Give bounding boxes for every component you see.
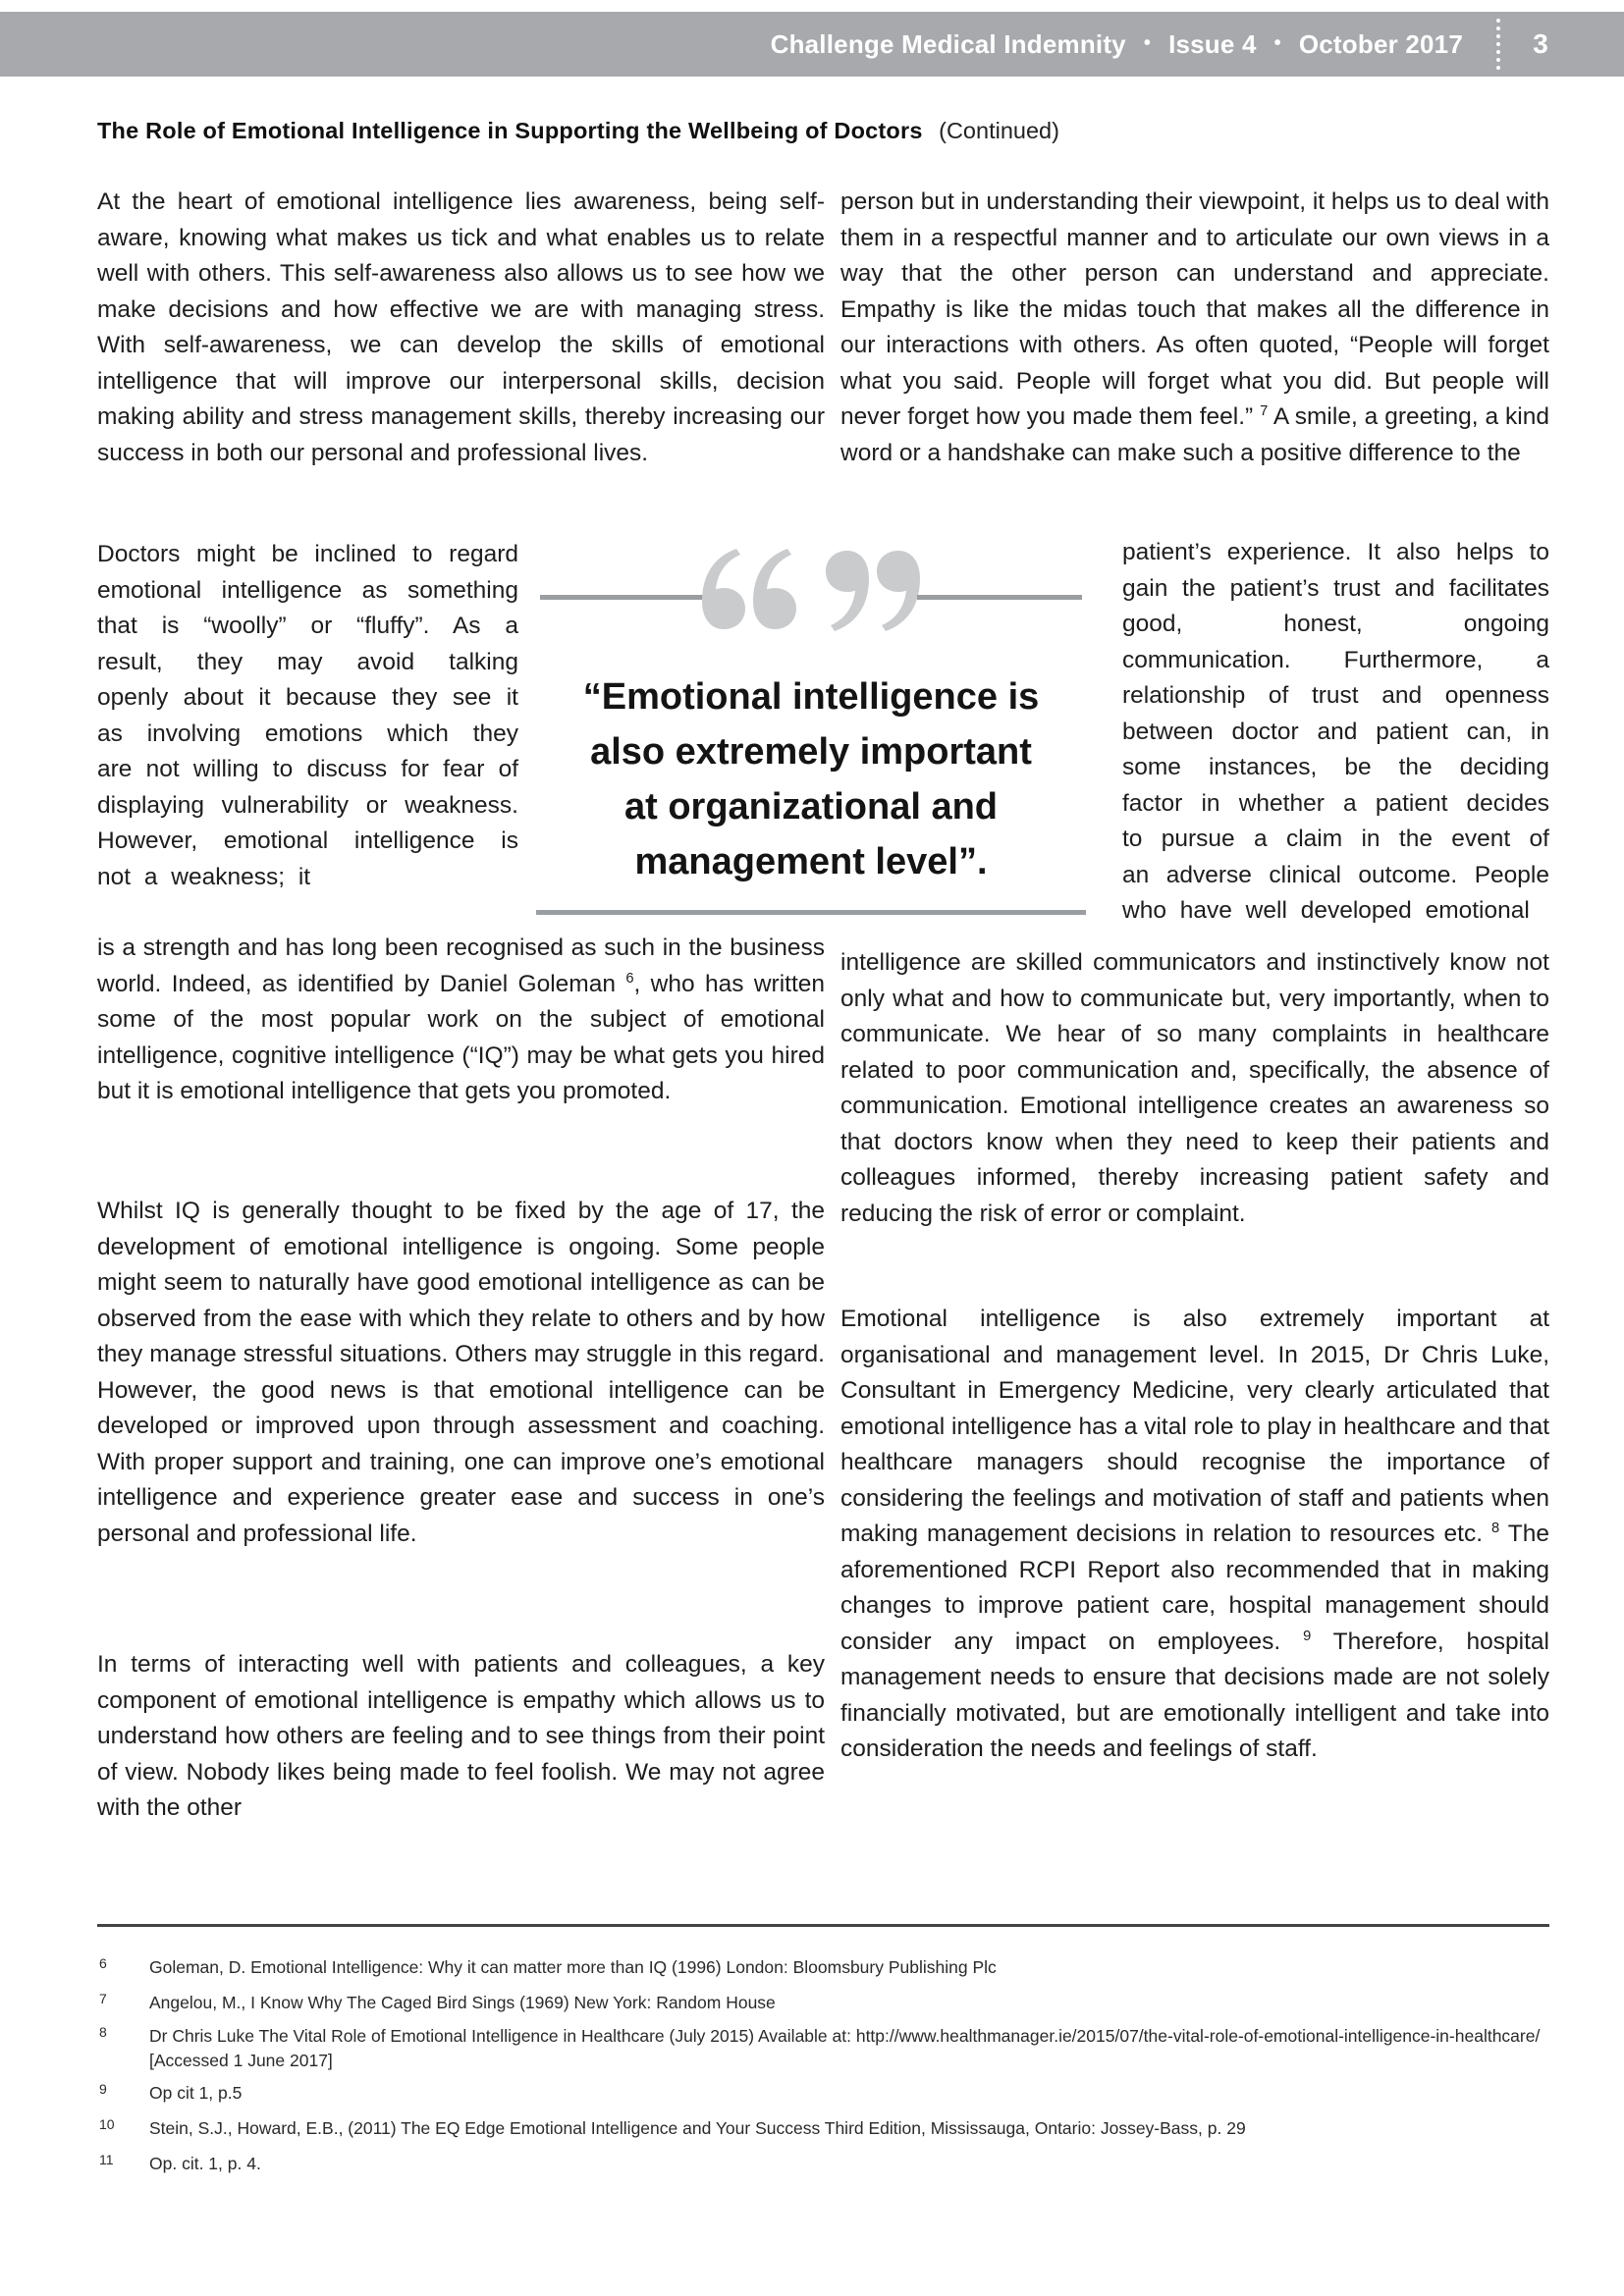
footnote-text: Goleman, D. Emotional Intelligence: Why it can matter more than IQ (1996) London: Bloomsbury Publishing Plc	[149, 1957, 997, 1977]
footnote-ref-6: 6	[625, 970, 634, 987]
footnote-ref-9: 9	[1303, 1628, 1312, 1644]
issue-date: October 2017	[1298, 28, 1463, 59]
pull-quote-line: at organizational and	[623, 786, 999, 828]
header-meta	[771, 12, 1463, 77]
footnote-number: 10	[99, 2116, 115, 2132]
footnote-8	[97, 2024, 1550, 2073]
right-column-paragraph-1-narrow: patient’s experience. It also helps to gain the patient’s trust and facilitates good, honest, ongoing communication. Furthermore, a relationship of trust and openness between doctor and patient can, in some instances, be the deciding factor in whether a patient decides to pursue a claim in the event of an adverse clinical outcome. People who have well developed emotional	[1122, 539, 1549, 924]
bullet-separator-icon: •	[1143, 31, 1152, 54]
footnote-11	[97, 2152, 1550, 2176]
left-column-paragraph-2-narrow: Doctors might be inclined to regard emotional intelligence as something that is “woolly” or “fluffy”. As a result, they may avoid talking openly about it because they see it as involving emotions which they are not willing to discuss for fear of displaying vulnerability or weakness. However, emotional intelligence is not a weakness; it	[97, 541, 518, 890]
footnote-text: Dr Chris Luke The Vital Role of Emotional Intelligence in Healthcare (July 2015) Available at: http://www.healthmanager.ie/2015/07/the-vital-role-of-emotional-intelligence-in-healthcare/ [Accessed 1 June 2017]	[149, 2026, 1541, 2070]
paragraph-text: Therefore, hospital management needs to ensure that decisions made are not solely financially motivated, but are emotionally intelligent and take into consideration the needs and feelings of staff.	[840, 1628, 1549, 1762]
footnote-text: Op cit 1, p.5	[149, 2083, 243, 2103]
footnote-7	[97, 1991, 1550, 2015]
footnote-text: Stein, S.J., Howard, E.B., (2011) The EQ Edge Emotional Intelligence and Your Success Third Edition, Mississauga, Ontario: Jossey-Bass, p. 29	[149, 2118, 1246, 2138]
page-number: 3	[1533, 28, 1548, 59]
pull-quote-line: management level”.	[634, 841, 988, 882]
right-column-paragraph-1	[840, 185, 1549, 471]
pull-quote-rule-right	[917, 595, 1082, 600]
right-column-paragraph-3	[840, 1302, 1549, 1768]
quotation-marks-icon	[701, 548, 921, 634]
article-title-row	[97, 118, 1059, 144]
footnote-6	[97, 1955, 1550, 1980]
bullet-separator-icon: •	[1273, 31, 1281, 54]
left-column-paragraph-2-continued	[97, 931, 825, 1110]
paragraph-text: , who has written some of the most popular work on the subject of emotional intelligence, cognitive intelligence (“IQ”) may be what gets you hired but it is emotional intelligence that gets you promoted.	[97, 970, 825, 1104]
paragraph-text: Emotional intelligence is also extremely important at organisational and management level. In 2015, Dr Chris Luke, Consultant in Emergency Medicine, very clearly articulated that emotional intelligence has a vital role to play in healthcare and that healthcare managers should recognise the importance of considering the feelings and motivation of staff and patients when making management decisions in relation to resources etc.	[840, 1306, 1549, 1547]
footnote-text: Op. cit. 1, p. 4.	[149, 2154, 261, 2173]
footnote-number: 11	[99, 2152, 114, 2167]
paragraph-text: is a strength and has long been recognised as such in the business world. Indeed, as identified by Daniel Goleman	[97, 934, 825, 997]
paragraph-text: person but in understanding their viewpoint, it helps us to deal with them in a respectful manner and to articulate our own views in a way that the other person can understand and appreciate. Empathy is like the midas touch that makes all the difference in our interactions with others. As often quoted, “People will forget what you said. People will forget what you did. But people will never forget how you made them feel.”	[840, 188, 1549, 430]
pull-quote-line: “Emotional intelligence is	[582, 676, 1040, 718]
footnote-number: 8	[99, 2024, 107, 2040]
footnote-number: 6	[99, 1955, 107, 1971]
issue-label: Issue 4	[1168, 28, 1257, 59]
pull-quote-rule-bottom	[536, 910, 1086, 915]
pull-quote	[536, 542, 1086, 915]
left-column-paragraph-1: At the heart of emotional intelligence lies awareness, being self-aware, knowing what makes us tick and what enables us to relate well with others. This self-awareness also allows us to see how we make decisions and how effective we are with managing stress. With self-awareness, we can develop the skills of emotional intelligence that will improve our interpersonal skills, decision making ability and stress management skills, thereby increasing our success in both our personal and professional lives.	[97, 188, 825, 466]
continued-label: (Continued)	[939, 118, 1059, 143]
header-bar	[0, 12, 1624, 77]
footnote-number: 9	[99, 2081, 107, 2097]
footnote-9	[97, 2081, 1550, 2106]
left-column-paragraph-4: In terms of interacting well with patients and colleagues, a key component of emotional intelligence is empathy which allows us to understand how others are feeling and to see things from their point of view. Nobody likes being made to feel foolish. We may not agree with the other	[97, 1651, 825, 1821]
publication-name: Challenge Medical Indemnity	[770, 28, 1126, 59]
paragraph-text: The aforementioned RCPI Report also recommended that in making changes to improve patient care, hospital management should consider any impact on employees.	[840, 1521, 1549, 1655]
paragraph-text: A smile, a greeting, a kind word or a handshake can make such a positive difference to the	[840, 403, 1550, 466]
footnote-text: Angelou, M., I Know Why The Caged Bird Sings (1969) New York: Random House	[149, 1993, 776, 2012]
pull-quote-text	[536, 669, 1086, 889]
footnote-divider	[97, 1924, 1549, 1927]
right-column-paragraph-2: intelligence are skilled communicators and instinctively know not only what and how to communicate but, very importantly, when to communicate. We hear of so many complaints in healthcare related to poor communication and, specifically, the absence of communication. Emotional intelligence creates an awareness so that doctors know when they need to keep their patients and colleagues informed, thereby increasing patient safety and reducing the risk of error or complaint.	[840, 949, 1549, 1227]
footnote-ref-8: 8	[1491, 1520, 1500, 1536]
pull-quote-line: also extremely important	[590, 731, 1032, 773]
article-title: The Role of Emotional Intelligence in Supporting the Wellbeing of Doctors	[97, 118, 923, 143]
footnote-10	[97, 2116, 1550, 2141]
left-column-paragraph-3: Whilst IQ is generally thought to be fixed by the age of 17, the development of emotional intelligence is ongoing. Some people might seem to naturally have good emotional intelligence as can be observed from the ease with which they relate to others and by how they manage stressful situations. Others may struggle in this regard. However, the good news is that emotional intelligence can be developed or improved upon through assessment and coaching. With proper support and training, one can improve one’s emotional intelligence and experience greater ease and success in one’s personal and professional life.	[97, 1198, 825, 1547]
pull-quote-header	[536, 542, 1086, 640]
footnote-ref-7: 7	[1260, 402, 1269, 419]
pull-quote-rule-left	[540, 595, 705, 600]
footnote-number: 7	[99, 1991, 107, 2006]
